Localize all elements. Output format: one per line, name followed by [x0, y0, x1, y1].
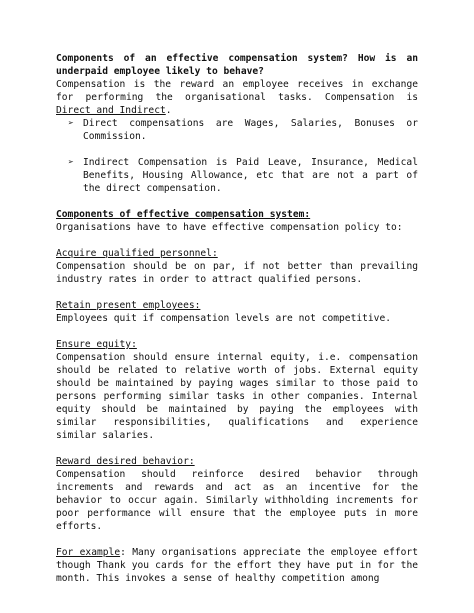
section-heading-retain: Retain present employees:	[56, 300, 201, 311]
intro-end: .	[165, 105, 172, 116]
section-heading-reward: Reward desired behavior:	[56, 456, 195, 467]
list-item-text: Indirect Compensation is Paid Leave, Insurance, Medical Benefits, Housing Allowance, etc that are not a part of the direct compensation.	[83, 157, 418, 194]
example-text: : Many organisations appreciate the employee effort though Thank you cards for the effort they have put in for the month. This invokes a sense of healthy competition among	[56, 547, 418, 584]
intro-text: Compensation is the reward an employee receives in exchange for performing the organisational tasks. Compensation is	[56, 79, 418, 103]
list-item-indirect	[56, 156, 418, 195]
document-page	[56, 52, 418, 585]
arrow-bullet-icon: ➢	[68, 157, 74, 168]
components-intro: Organisations have to have effective compensation policy to:	[56, 222, 403, 233]
list-item-text: Direct compensations are Wages, Salaries, Bonuses or Commission.	[83, 118, 418, 142]
section-body-retain: Employees quit if compensation levels are not competitive.	[56, 313, 392, 324]
section-heading-acquire: Acquire qualified personnel:	[56, 248, 218, 259]
intro-paragraph	[56, 78, 418, 117]
compensation-types-list	[56, 117, 418, 195]
section-body-equity: Compensation should ensure internal equity, i.e. compensation should be related to relative worth of jobs. External equity should be maintained by paying wages similar to those paid to persons performing similar tasks in other companies. Internal equity should be maintained by paying the employees with similar responsibilities, qualifications and experience similar salaries.	[56, 352, 418, 441]
document-title: Components of an effective compensation system? How is an underpaid employee likely to behave?	[56, 53, 418, 77]
example-label: For example	[56, 547, 121, 558]
arrow-bullet-icon: ➢	[68, 118, 74, 129]
example-paragraph	[56, 546, 418, 585]
list-spacer	[56, 143, 418, 156]
section-body-reward: Compensation should reinforce desired behavior through increments and rewards and act as an incentive for the behavior to occur again. Similarly withholding increments for poor performance will ensure that the employee puts in more efforts.	[56, 469, 418, 532]
direct-indirect-link[interactable]: Direct and Indirect	[56, 105, 166, 116]
section-body-acquire: Compensation should be on par, if not better than prevailing industry rates in order to attract qualified persons.	[56, 261, 418, 285]
components-heading: Components of effective compensation system:	[56, 209, 311, 220]
section-heading-equity: Ensure equity:	[56, 339, 137, 350]
list-item-direct	[56, 117, 418, 143]
